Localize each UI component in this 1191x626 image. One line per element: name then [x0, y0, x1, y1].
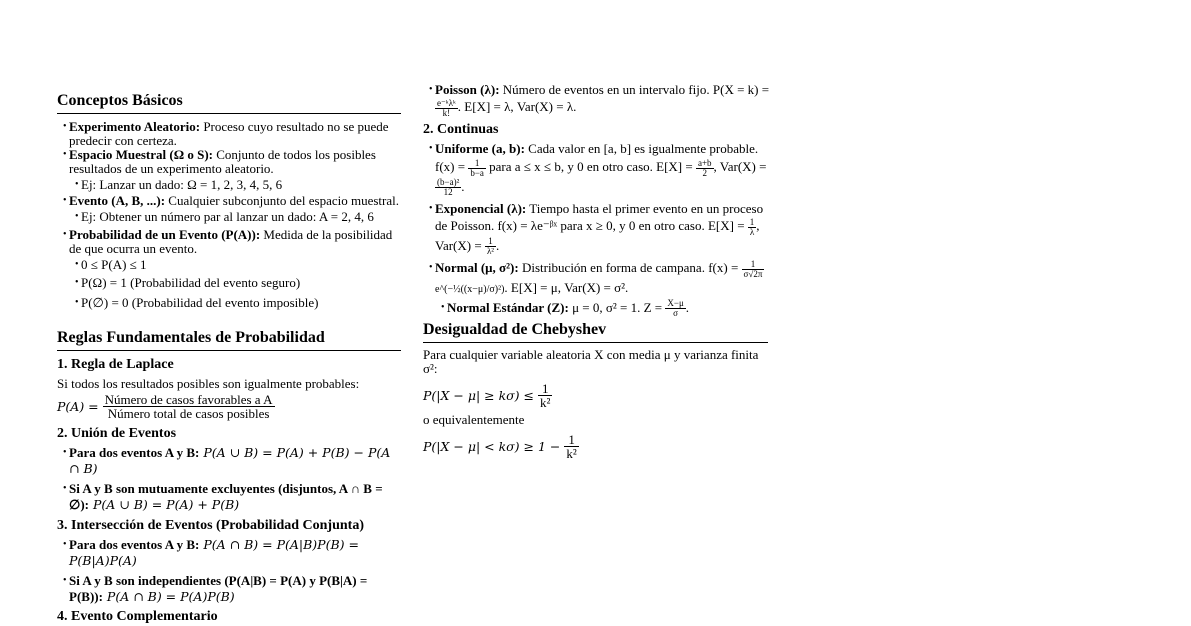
- laplace-text: Si todos los resultados posibles son igualmente probables:: [57, 376, 360, 391]
- uniform-var-den: 12: [443, 187, 453, 198]
- union-2-text: P(A ∪ B) = P(A) + P(B): [88, 497, 240, 512]
- normal-tail: . E[X] = μ, Var(X) = σ².: [504, 279, 629, 295]
- event-example: Ej: Obtener un número par al lanzar un dado: A = 2, 4, 6: [81, 209, 374, 224]
- laplace-lhs: P(A) =: [57, 399, 99, 414]
- event-sublist: [69, 210, 401, 224]
- normal-frac-den: σ√2π: [743, 268, 763, 279]
- inter-2-text: P(A ∩ B) = P(A)P(B): [102, 589, 235, 604]
- poisson-text: Número de eventos en un intervalo fijo. P(X = k) =: [499, 82, 770, 97]
- chebyshev-text: Para cualquier variable aleatoria X con media μ y varianza finita σ²:: [423, 347, 759, 376]
- uniform-label: Uniforme (a, b):: [435, 141, 525, 156]
- prob-item-0: 0 ≤ P(A) ≤ 1: [81, 257, 147, 272]
- space-example: Ej: Lanzar un dado: Ω = 1, 2, 3, 4, 5, 6: [81, 177, 283, 192]
- poisson-fraction: [435, 99, 458, 118]
- std-tail: .: [685, 299, 690, 315]
- list-item: [75, 258, 401, 272]
- prob-label: Probabilidad de un Evento (P(A)):: [69, 227, 261, 242]
- basics-section: [57, 92, 401, 310]
- list-item: [63, 537, 401, 569]
- laplace-title: 1. Regla de Laplace: [57, 357, 174, 372]
- exp-tail: .: [496, 237, 500, 253]
- list-item: [63, 481, 401, 513]
- exp-text: Proceso cuyo resultado no se puede predecir con certeza.: [69, 119, 389, 148]
- event-text: Cualquier subconjunto del espacio muestral.: [165, 193, 399, 208]
- prob-item-1: P(Ω) = 1 (Probabilidad del evento seguro): [81, 275, 301, 290]
- cheb-f1-den: k²: [540, 395, 551, 410]
- cheb-f2-fraction: [564, 433, 578, 460]
- union-title: 2. Unión de Eventos: [57, 426, 177, 441]
- cheb-f1-num: 1: [538, 382, 552, 396]
- list-item: [441, 299, 774, 319]
- normal-label: Normal (μ, σ²):: [435, 260, 519, 276]
- chebyshev-formula-2: [423, 433, 768, 460]
- basics-title: Conceptos Básicos: [57, 92, 401, 114]
- rules-title: Reglas Fundamentales de Probabilidad: [57, 329, 401, 351]
- inter-title: 3. Intersección de Eventos (Probabilidad Conjunta): [57, 518, 364, 533]
- list-item: [429, 140, 774, 197]
- space-text: Conjunto de todos los posibles resultados de un experimento aleatorio.: [69, 147, 376, 176]
- poisson-label: Poisson (λ):: [435, 82, 500, 97]
- list-item: [75, 296, 401, 310]
- inter-1-label: Para dos eventos A y B:: [69, 537, 200, 552]
- uniform-mid: para a ≤ x ≤ b, y 0 en otro caso. E[X] =: [485, 159, 696, 174]
- inter-1-text: P(A ∩ B) = P(A|B)P(B) = P(B|A)P(A): [69, 537, 359, 568]
- union-list: [57, 445, 401, 513]
- union-2-label: Si A y B son mutuamente excluyentes (disjuntos, A ∩ B = ∅):: [69, 481, 383, 512]
- union-1-label: Para dos eventos A y B:: [69, 445, 200, 460]
- list-item: [75, 178, 401, 192]
- exp-var-den: λ²: [486, 246, 494, 257]
- poisson-tail: . E[X] = λ, Var(X) = λ.: [457, 99, 577, 114]
- list-item: [63, 148, 401, 192]
- poisson-frac-den: k!: [442, 107, 451, 118]
- chebyshev-section: [423, 321, 768, 462]
- uniform-text: Cada valor en [a, b] es igualmente probable. f(x) =: [435, 141, 759, 174]
- list-item: [429, 81, 774, 118]
- exp-dist-label: Exponencial (λ):: [435, 201, 527, 217]
- list-item: [63, 120, 401, 148]
- laplace-formula: [57, 393, 401, 420]
- space-sublist: [69, 178, 401, 192]
- poisson-list: [423, 81, 774, 118]
- prob-item-2: P(∅) = 0 (Probabilidad del evento imposible): [81, 295, 319, 310]
- laplace-num: Número de casos favorables a A: [104, 392, 273, 407]
- uniform-var-lhs: , Var(X) =: [713, 159, 767, 174]
- rules-section: [57, 329, 401, 625]
- laplace-fraction: [103, 393, 275, 420]
- exp-mean-den: λ: [749, 226, 755, 237]
- exp-mean-num: 1: [749, 216, 755, 227]
- event-label: Evento (A, B, ...):: [69, 193, 166, 208]
- std-den: σ: [673, 308, 678, 319]
- continuous-list: [423, 140, 774, 318]
- basics-list: [57, 120, 401, 310]
- list-item: [63, 445, 401, 477]
- space-label: Espacio Muestral (Ω o S):: [69, 147, 214, 162]
- std-num: X−μ: [667, 298, 684, 309]
- exp-dist-text: Tiempo hasta el primer evento en un proceso de Poisson. f(x) = λe⁻ᵝˣ para x ≥ 0, y 0 en otro caso. E[X] =: [435, 201, 764, 234]
- cheb-f2-den: k²: [566, 446, 577, 461]
- uniform-mean-den: 2: [702, 167, 707, 178]
- uniform-mean-num: a+b: [697, 157, 712, 168]
- inter-2-label: Si A y B son independientes (P(A|B) = P(A) y P(B|A) = P(B)):: [69, 573, 368, 604]
- laplace-den: Número total de casos posibles: [107, 406, 270, 421]
- normal-fraction: [742, 260, 765, 279]
- list-item: [429, 259, 774, 318]
- normal-exp: e^(−½((x−μ)/σ)²): [435, 283, 505, 295]
- list-item: [75, 276, 401, 290]
- exp-var-fraction: [485, 237, 496, 256]
- cheb-f1-fraction: [538, 382, 552, 409]
- prob-text: Medida de la posibilidad de que ocurra un evento.: [69, 227, 393, 256]
- chebyshev-title: Desigualdad de Chebyshev: [423, 321, 768, 343]
- complement-title: 4. Evento Complementario: [57, 609, 218, 624]
- uniform-var-fraction: [435, 178, 461, 197]
- poisson-frac-num: e⁻ᵏλᵏ: [437, 97, 456, 108]
- exp-var-num: 1: [485, 237, 496, 247]
- uniform-mean-fraction: [696, 159, 714, 178]
- list-item: [63, 194, 401, 224]
- list-item: [75, 210, 401, 224]
- prob-sublist: [69, 258, 401, 310]
- inter-list: [57, 537, 401, 605]
- continuous-title: 2. Continuas: [423, 122, 499, 137]
- std-fraction: [665, 299, 685, 318]
- uniform-var-num: (b−a)²: [437, 177, 460, 188]
- chebyshev-or: o equivalentemente: [423, 412, 525, 427]
- list-item: [63, 573, 401, 605]
- uniform-frac-den: b−a: [470, 167, 484, 178]
- exp-var-lhs: , Var(X) =: [435, 218, 760, 253]
- normal-text: Distribución en forma de campana. f(x) =: [518, 260, 742, 276]
- uniform-tail: .: [461, 178, 465, 194]
- uniform-fraction: [468, 159, 486, 178]
- uniform-frac-num: 1: [468, 159, 486, 169]
- normal-frac-num: 1: [742, 260, 765, 270]
- std-label: Normal Estándar (Z):: [447, 299, 569, 315]
- list-item: [63, 228, 401, 310]
- cheb-f2-num: 1: [564, 433, 578, 447]
- normal-sublist: [435, 299, 774, 319]
- cheb-f1-lhs: P(|X − μ| ≥ kσ) ≤: [423, 388, 535, 403]
- list-item: [429, 200, 774, 256]
- chebyshev-formula-1: [423, 382, 768, 409]
- union-1-text: P(A ∪ B) = P(A) + P(B) − P(A ∩ B): [69, 445, 391, 476]
- std-text: μ = 0, σ² = 1. Z =: [568, 299, 666, 315]
- exp-label: Experimento Aleatorio:: [69, 119, 201, 134]
- cheb-f2-lhs: P(|X − μ| < kσ) ≥ 1 −: [423, 439, 561, 454]
